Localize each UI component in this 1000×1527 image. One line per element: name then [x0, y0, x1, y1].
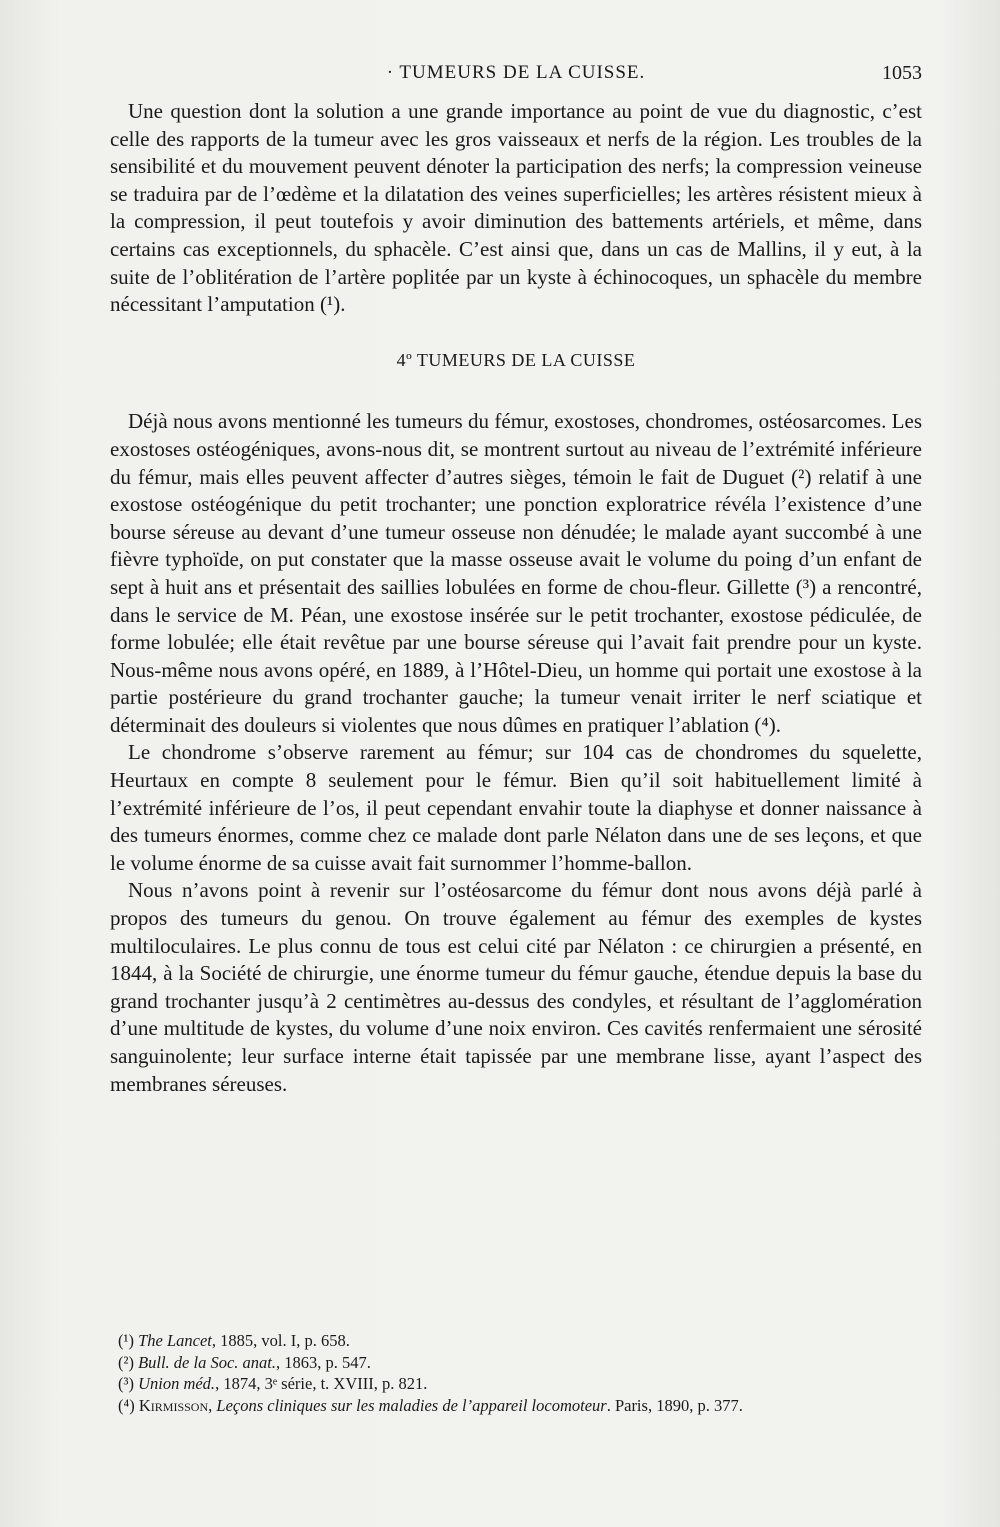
footnote-mark: (³)	[118, 1374, 134, 1393]
footnote-1	[118, 1330, 928, 1352]
paragraph-vessels-nerves: Une question dont la solution a une grande importance au point de vue du diagnostic, c’est celle des rapports de la tumeur avec les gros vaisseaux et nerfs de la région. Les troubles de la sensibilité et du mouvement peuvent dénoter la participation des nerfs; la compression veineuse se traduira par de l’œdème et la dilatation des veines superficielles; les artères résistent mieux à la compression, il peut toutefois y avoir diminution des battements artériels, et même, dans certains cas exceptionnels, du sphacèle. C’est ainsi que, dans un cas de Mallins, il y eut, à la suite de l’oblitération de l’artère poplitée par un kyste à échinocoques, un sphacèle du membre nécessitant l’amputation (¹).	[110, 99, 922, 317]
footnote-details: . Paris, 1890, p. 377.	[606, 1395, 743, 1415]
main-text	[110, 98, 922, 1098]
footnotes	[118, 1330, 928, 1416]
paragraph-chondrome: Le chondrome s’observe rarement au fémur; sur 104 cas de chondromes du squelette, Heurtaux en compte 8 seulement pour le fémur. Bien qu’il soit habituellement limité à l’extrémité inférieure de l’os, il peut cependant envahir toute la diaphyse et donner naissance à des tumeurs énormes, comme chez ce malade dont parle Nélaton dans une de ses leçons, et que le volume énorme de sa cuisse avait fait surnommer l’homme-ballon.	[110, 740, 922, 875]
page-number: 1053	[882, 62, 922, 84]
footnote-source: Leçons cliniques sur les maladies de l’appareil locomoteur	[216, 1395, 607, 1415]
footnote-mark: (⁴)	[118, 1395, 135, 1415]
footnote-details: , 1874, 3ᵉ série, t. XVIII, p. 821.	[215, 1374, 428, 1393]
footnote-source: Union méd.	[138, 1374, 216, 1393]
footnote-source: The Lancet	[138, 1331, 212, 1350]
footnote-source: Bull. de la Soc. anat.	[138, 1352, 277, 1372]
running-header	[110, 62, 922, 92]
paragraph-exostoses: Déjà nous avons mentionné les tumeurs du fémur, exostoses, chondromes, ostéosarcomes. Les exostoses ostéogéniques, avons-nous dit, se montrent surtout au niveau de l’extrémité inférieure du fémur, mais elles peuvent affecter d’autres sièges, témoin le fait de Duguet (²) relatif à une exostose ostéogénique du petit trochanter; une ponction exploratrice révéla l’existence d’une bourse séreuse au devant d’une tumeur osseuse non dénudée; le malade ayant succombé à une fièvre typhoïde, on put constater que la masse osseuse avait le volume du poing d’un enfant de sept à huit ans et présentait des saillies lobulées en forme de chou-fleur. Gillette (³) a rencontré, dans le service de M. Péan, une exostose insérée sur le petit trochanter, exostose pédiculée, de forme lobulée; elle était revêtue par une bourse séreuse qui l’avait fait prendre pour un kyste. Nous-même nous avons opéré, en 1889, à l’Hôtel-Dieu, un homme qui portait une exostose à la partie postérieure du grand trochanter gauche; la tumeur venait irriter le nerf sciatique et déterminait des douleurs si violentes que nous dûmes en pratiquer l’ablation (⁴).	[110, 409, 922, 737]
footnote-3	[118, 1373, 928, 1395]
section-heading: 4º TUMEURS DE LA CUISSE	[396, 349, 636, 370]
footnote-details: , 1863, p. 547.	[276, 1352, 371, 1372]
footnote-details: , 1885, vol. I, p. 658.	[211, 1331, 350, 1350]
footnote-4: (⁴) Kirmisson, Leçons cliniques sur les maladies de l’appareil locomoteur. Paris, 1890, p. 377.	[118, 1395, 743, 1415]
footnote-author: Kirmisson	[138, 1395, 209, 1415]
running-title: · TUMEURS DE LA CUISSE.	[386, 62, 646, 83]
footnote-mark: (²)	[118, 1352, 134, 1372]
footnote-mark: (¹)	[118, 1331, 134, 1350]
footnote-2	[118, 1352, 928, 1374]
paragraph-osteosarcome: Nous n’avons point à revenir sur l’ostéosarcome du fémur dont nous avons déjà parlé à propos des tumeurs du genou. On trouve également au fémur des exemples de kystes multiloculaires. Le plus connu de tous est celui cité par Nélaton : ce chirurgien a présenté, en 1844, à la Société de chirurgie, une énorme tumeur du fémur gauche, étendue depuis la base du grand trochanter jusqu’à 2 centimètres au-dessus des condyles, et résultant de l’agglomération d’une multitude de kystes, du volume d’une noix environ. Ces cavités renfermaient une sérosité sanguinolente; leur surface interne était tapissée par une membrane lisse, ayant l’aspect des membranes séreuses.	[110, 878, 922, 1096]
